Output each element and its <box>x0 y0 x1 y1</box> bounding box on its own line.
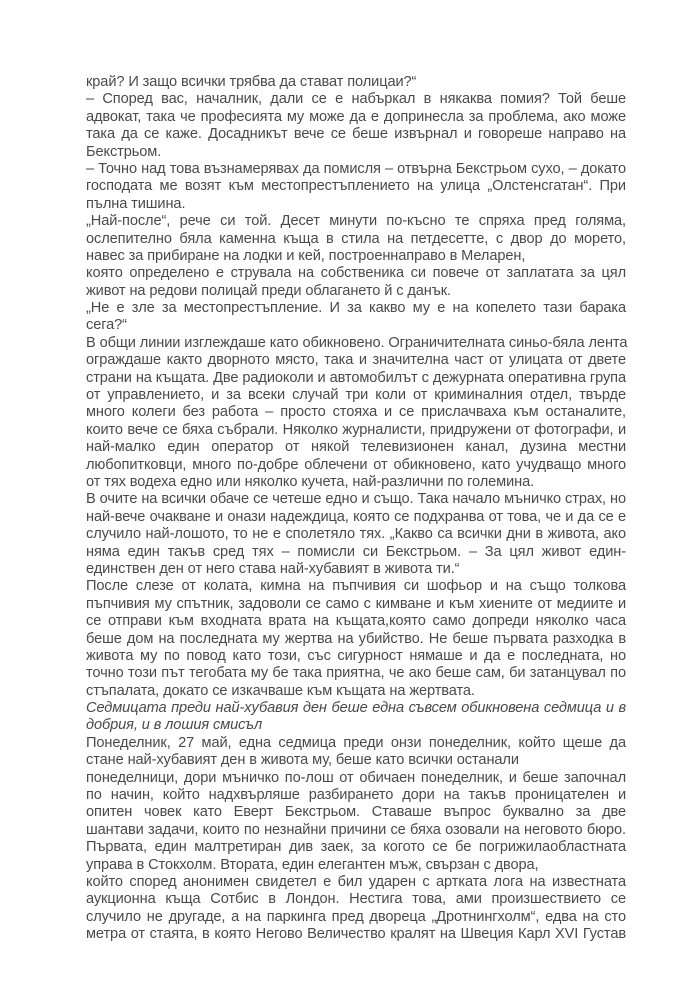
text-line: ослепително бяла каменна къща в стила на петдесетте, с двор до морето, <box>86 230 626 247</box>
text-line: много колеги без работа – просто стояха и се прислачваха към останалите, <box>86 404 626 421</box>
text-line: случило не другаде, а на паркинга пред двореца „Дротнингхолм“, едва на сто <box>86 908 626 925</box>
text-line: сега?“ <box>86 317 127 334</box>
text-line: – Според вас, началник, дали се е набъркал в някаква помия? Той беше <box>86 91 626 108</box>
text-line: се отправи към входната врата на къщата,която само допреди няколко часа <box>86 613 626 630</box>
text-line: аукционна къща Сотбис в Лондон. Нестига това, ами произшествието се <box>86 891 626 908</box>
text-line: живота му по повод като този, със сигурност нямаше и да е последната, но <box>86 647 626 664</box>
text-line: адвокат, така че професията му може да е допринесла за проблема, ако може <box>86 108 626 125</box>
text-line: – Точно над това възнамерявах да помисля – отвърна Бекстрьом сухо, – докато <box>86 160 626 177</box>
text-line: от тях водеха едно или няколко кучета, най-различни по големина. <box>86 473 535 490</box>
text-line: Първата, един малтретиран див заек, за когото се бе погрижилаобластната <box>86 839 626 856</box>
text-line: страни на къщата. Две радиоколи и автомобилът с дежурната оперативна група <box>86 369 626 386</box>
text-line: по начин, който надхвърляше разбирането дори на такъв проницателен и <box>86 787 626 804</box>
text-line: най-вече очакване и онази надеждица, която се подхранва от това, че и да се е <box>86 508 626 525</box>
text-line: шантави задачи, които по незнайни причини се бяха озовали на неговото бюро. <box>86 821 626 838</box>
text-line: опитен човек като Еверт Бекстрьом. Ставаше въпрос буквално за две <box>86 804 626 821</box>
document-page <box>86 74 626 944</box>
text-line: понеделници, дори мъничко по-лош от обичаен понеделник, и беше започнал <box>86 769 626 786</box>
text-line: край? И защо всички трябва да стават полицаи?“ <box>86 74 417 90</box>
text-line: управа в Стокхолм. Втората, един елегантен мъж, свързан с двора, <box>86 856 539 873</box>
text-line: най-малко един оператор от някой телевизионен канал, дузина местни <box>86 439 626 456</box>
text-line: живот на редови полицай преди облагането й с данък. <box>86 282 452 299</box>
text-line: точно този път тегобата му бе така приятна, че ако беше сам, би затанцувал по <box>86 665 626 682</box>
text-line: стане най-хубавият ден в живота му, беше като всички останали <box>86 752 519 769</box>
text-line: Бекстрьом. <box>86 143 162 160</box>
text-line: ограждаше както дворното място, така и значителна част от улицата от двете <box>86 352 626 369</box>
text-line: После слезе от колата, кимна на пъпчивия си шофьор и на също толкова <box>86 578 626 595</box>
text-line: които вече се бяха събрали. Няколко журналисти, придружени от фотографи, и <box>86 421 626 438</box>
text-line: пълна тишина. <box>86 195 186 212</box>
text-line: господата ме возят към местопрестъплението на улица „Олстенсгатан“. При <box>86 178 626 195</box>
text-line: добрия, и в лошия смисъл <box>86 717 263 734</box>
text-line: няма един такъв сред тях – помисли си Бекстрьом. – За цял живот един- <box>86 543 626 560</box>
text-line: метра от стаята, в която Негово Величество кралят на Швеция Карл XVI Густав <box>86 926 626 943</box>
text-line: „Не е зле за местопрестъпление. И за какво му е на копелето тази барака <box>86 300 626 317</box>
text-line: „Най-после“, рече си той. Десет минути по-късно те спряха пред голяма, <box>86 213 626 230</box>
text-line: пъпчивия му спътник, задоволи се само с кимване и към хиените от медиите и <box>86 595 626 612</box>
text-line: от управлението, и за всеки случай три коли от криминалния отдел, твърде <box>86 387 626 404</box>
text-line: беше дом на последната му жертва на убийство. Не беше първата разходка в <box>86 630 626 647</box>
text-line: който според анонимен свидетел е бил ударен с артката лога на известната <box>86 873 626 890</box>
text-line: Седмицата преди най-хубавия ден беше една съвсем обикновена седмица и в <box>86 700 626 717</box>
text-line: В общи линии изглеждаше като обикновено. Ограничителната синьо-бяла лента <box>86 334 628 351</box>
text-line: така да се каже. Досадникът вече се беше извърнал и говореше направо на <box>86 126 626 143</box>
text-line: любопитковци, много по-добре облечени от обикновено, като учудващо много <box>86 456 626 473</box>
text-line: случило най-лошото, то не е сполетяло тях. „Какво са всички дни в живота, ако <box>86 526 626 543</box>
text-line: навес за прибиране на лодки и кей, построеннаправо в Меларен, <box>86 247 526 264</box>
text-line: В очите на всички обаче се четеше едно и също. Така начало мъничко страх, но <box>86 491 626 508</box>
text-line: която определено е струвала на собственика си повече от заплатата за цял <box>86 265 626 282</box>
text-line: стъпалата, докато се изкачваше към къщата на жертвата. <box>86 682 475 699</box>
text-line: Понеделник, 27 май, една седмица преди онзи понеделник, който щеше да <box>86 734 626 751</box>
text-line: единствен ден от него става най-хубавият в живота ти.“ <box>86 560 460 577</box>
